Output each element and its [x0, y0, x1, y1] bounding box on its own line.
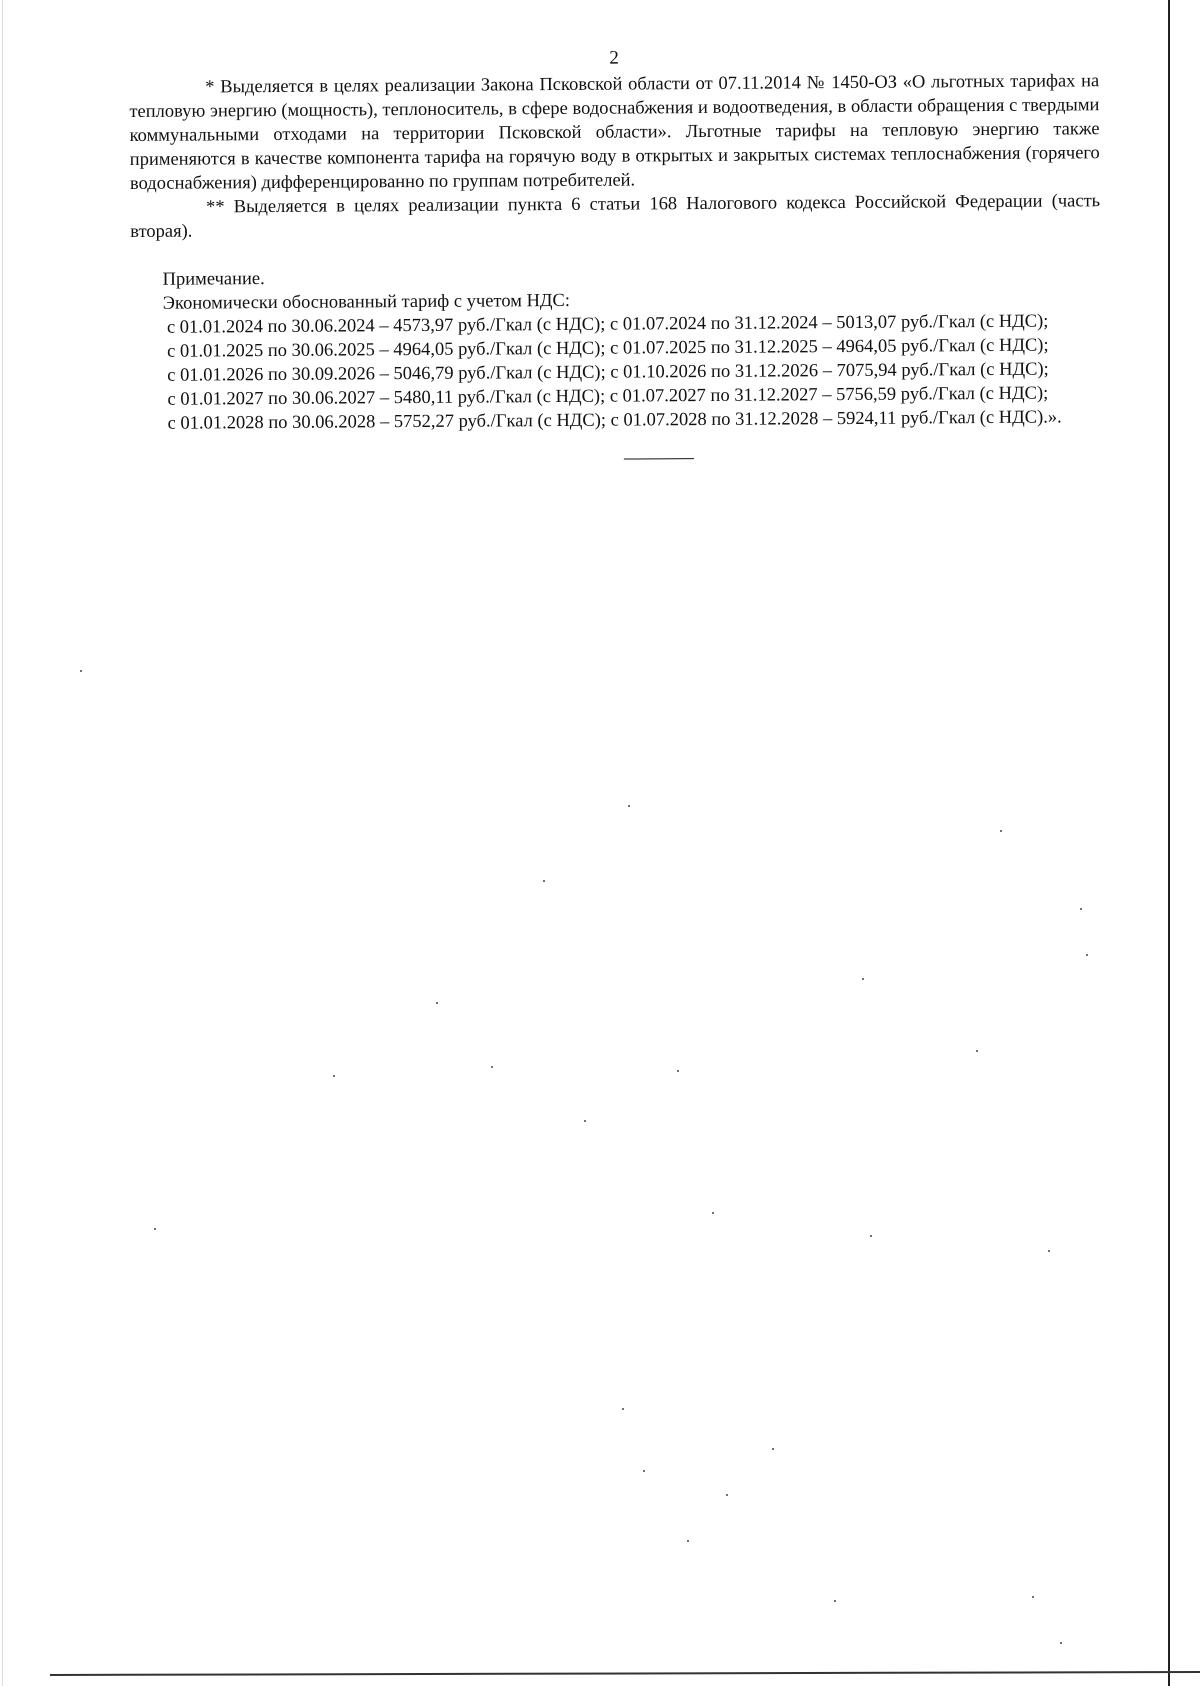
footnote-single-asterisk: * Выделяется в целях реализации Закона Псковской области от 07.11.2014 № 1450-ОЗ «О льготных тарифах на тепловую энергию (мощность), теплоноситель, в сфере водоснабжения и водоотведения, в области обращения с твердыми коммунальными отходами на территории Псковской области». Льготные тарифы на тепловую энергию также применяются в качестве компонента тарифа на горячую воду в открытых и закрытых системах теплоснабжения (горячего водоснабжения) дифференцированно по группам потребителей.	[129, 71, 1100, 194]
page-number: 2	[609, 47, 619, 69]
tariff-line-2027: с 01.01.2027 по 30.06.2027 – 5480,11 руб./Гкал (с НДС); с 01.07.2027 по 31.12.2027 – 5756,59 руб./Гкал (с НДС);	[167, 383, 1049, 410]
scan-speck	[1060, 1642, 1062, 1644]
document-body	[129, 43, 1102, 463]
scan-speck	[1032, 1596, 1034, 1598]
note-title: Примечание.	[162, 269, 265, 290]
scan-speck	[1086, 954, 1088, 956]
note-subtitle: Экономически обоснованный тариф с учетом НДС:	[162, 290, 571, 314]
scan-speck	[712, 1212, 714, 1214]
scan-speck	[628, 805, 630, 807]
scan-speck	[622, 1408, 624, 1410]
scan-speck	[772, 1448, 774, 1450]
scan-speck	[543, 880, 545, 882]
tariff-line-2025: с 01.01.2025 по 30.06.2025 – 4964,05 руб./Гкал (с НДС); с 01.07.2025 по 31.12.2025 – 4964,05 руб./Гкал (с НДС);	[167, 335, 1049, 362]
scan-speck	[491, 1066, 493, 1068]
scan-speck	[1080, 908, 1082, 910]
scan-speck	[976, 1050, 978, 1052]
scan-speck	[1048, 1250, 1050, 1252]
scan-speck	[1000, 830, 1002, 832]
scan-speck	[870, 1235, 872, 1237]
scan-speck	[677, 1070, 679, 1072]
tariff-line-2026: с 01.01.2026 по 30.09.2026 – 5046,79 руб./Гкал (с НДС); с 01.10.2026 по 31.12.2026 – 7075,94 руб./Гкал (с НДС);	[167, 359, 1049, 386]
footnote-double-asterisk: ** Выделяется в целях реализации пункта 6 статьи 168 Налогового кодекса Российской Федерации (часть вторая).	[130, 191, 1101, 242]
tariff-line-2024: с 01.01.2024 по 30.06.2024 – 4573,97 руб./Гкал (с НДС); с 01.07.2024 по 31.12.2024 – 5013,07 руб./Гкал (с НДС);	[166, 311, 1049, 338]
scan-speck	[862, 978, 864, 980]
scan-speck	[80, 670, 82, 672]
scan-speck	[687, 1540, 689, 1542]
end-rule	[624, 458, 694, 459]
scan-speck	[333, 1075, 335, 1077]
scan-speck	[584, 1120, 586, 1122]
page-edge-left	[2, 0, 3, 1686]
scan-speck	[643, 1470, 645, 1472]
scan-speck	[726, 1494, 728, 1496]
scan-speck	[436, 1002, 438, 1004]
page-edge-right	[1168, 0, 1170, 1686]
scan-speck	[834, 1600, 836, 1602]
scan-speck	[154, 1228, 156, 1230]
tariff-line-2028: с 01.01.2028 по 30.06.2028 – 5752,27 руб./Гкал (с НДС); с 01.07.2028 по 31.12.2028 – 5924,11 руб./Гкал (с НДС).».	[167, 407, 1062, 434]
page-edge-bottom	[50, 1671, 1200, 1676]
